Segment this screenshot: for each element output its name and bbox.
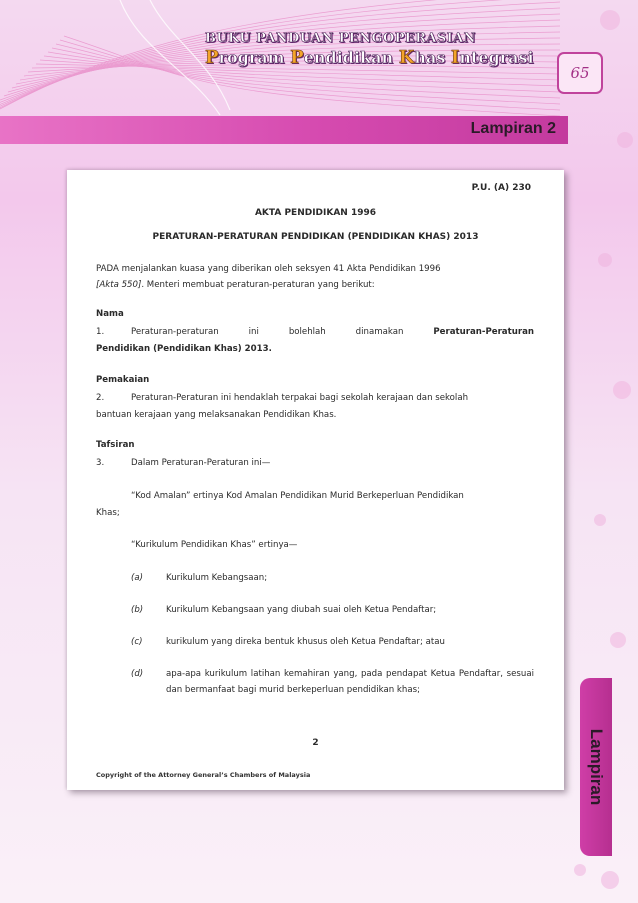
program-title-initial-p: P (205, 47, 219, 68)
preamble (96, 261, 534, 293)
item-label: (d) (131, 669, 144, 679)
section-banner (0, 116, 568, 144)
document-page (67, 170, 564, 790)
section-2-text-cont: bantuan kerajaan yang melaksanakan Pendidikan Khas. (96, 410, 337, 420)
program-title-initial-p2: P (290, 47, 304, 68)
section-1-heading: Nama (96, 309, 124, 319)
section-1-word: dinamakan (355, 327, 404, 337)
section-1-bold-b: Pendidikan (Pendidikan Khas) 2013. (96, 344, 272, 354)
program-title-word: ntegrasi (459, 48, 534, 67)
item-label: (b) (131, 605, 144, 615)
definition-kod-amalan-cont: Khas; (96, 508, 120, 518)
item-text: apa-apa kurikulum latihan kemahiran yang, pada pendapat Ketua Pendaftar, sesuai dan bermanfaat bagi murid berkeperluan pendidikan khas; (166, 669, 534, 695)
program-title-word: rogram (218, 48, 291, 67)
preamble-line-2: . Menteri membuat peraturan-peraturan yang berikut: (141, 280, 375, 290)
definition-kod-amalan: “Kod Amalan” ertinya Kod Amalan Pendidikan Murid Berkeperluan Pendidikan (131, 491, 464, 501)
program-title-word: has (414, 48, 451, 67)
page-number-badge: 65 (557, 52, 603, 94)
program-title-word: endidikan (303, 48, 399, 67)
document-page-number: 2 (312, 738, 319, 748)
section-3-heading: Tafsiran (96, 440, 135, 450)
section-1-number: 1. (96, 327, 105, 337)
definition-item (131, 666, 534, 698)
regulations-title: PERATURAN-PERATURAN PENDIDIKAN (PENDIDIKAN KHAS) 2013 (152, 232, 479, 242)
act-title: AKTA PENDIDIKAN 1996 (254, 208, 377, 218)
item-text: Kurikulum Kebangsaan; (166, 573, 268, 583)
section-2-text: Peraturan-Peraturan ini hendaklah terpakai bagi sekolah kerajaan dan sekolah (131, 393, 469, 403)
definition-item (131, 634, 534, 650)
handbook-header (205, 31, 534, 68)
preamble-line-1: PADA menjalankan kuasa yang diberikan oleh seksyen 41 Akta Pendidikan 1996 (96, 264, 441, 274)
item-label: (a) (131, 573, 143, 583)
section-3-number: 3. (96, 458, 105, 468)
section-3 (96, 455, 534, 471)
program-title-initial-k: K (398, 47, 415, 68)
section-3-text: Dalam Peraturan-Peraturan ini— (131, 458, 271, 468)
definition-kurikulum: “Kurikulum Pendidikan Khas” ertinya— (131, 540, 298, 550)
section-1-word: bolehlah (288, 327, 326, 337)
section-1 (96, 324, 534, 340)
section-1-bold-a: Peraturan-Peraturan (433, 327, 534, 337)
preamble-act-ref: [Akta 550] (96, 280, 142, 290)
program-title (205, 47, 534, 68)
copyright-notice: Copyright of the Attorney General’s Chambers of Malaysia (96, 771, 311, 779)
item-text: Kurikulum Kebangsaan yang diubah suai oleh Ketua Pendaftar; (166, 605, 437, 615)
side-tab-label: Lampiran (587, 728, 606, 806)
pu-number: P.U. (A) 230 (471, 183, 531, 193)
program-title-initial-i: I (450, 47, 460, 68)
definition-item (131, 570, 534, 586)
section-2 (96, 390, 534, 406)
section-1-word: ini (248, 327, 259, 337)
section-1-word: Peraturan-peraturan (131, 327, 219, 337)
section-2-heading: Pemakaian (96, 375, 150, 385)
item-label: (c) (131, 637, 143, 647)
item-text: kurikulum yang direka bentuk khusus oleh Ketua Pendaftar; atau (166, 637, 445, 647)
side-tab (580, 678, 612, 856)
section-1-line-1 (131, 324, 534, 340)
definition-item (131, 602, 534, 618)
section-2-number: 2. (96, 393, 105, 403)
handbook-title: BUKU PANDUAN PENGOPERASIAN (205, 31, 476, 46)
banner-label: Lampiran 2 (470, 120, 556, 137)
